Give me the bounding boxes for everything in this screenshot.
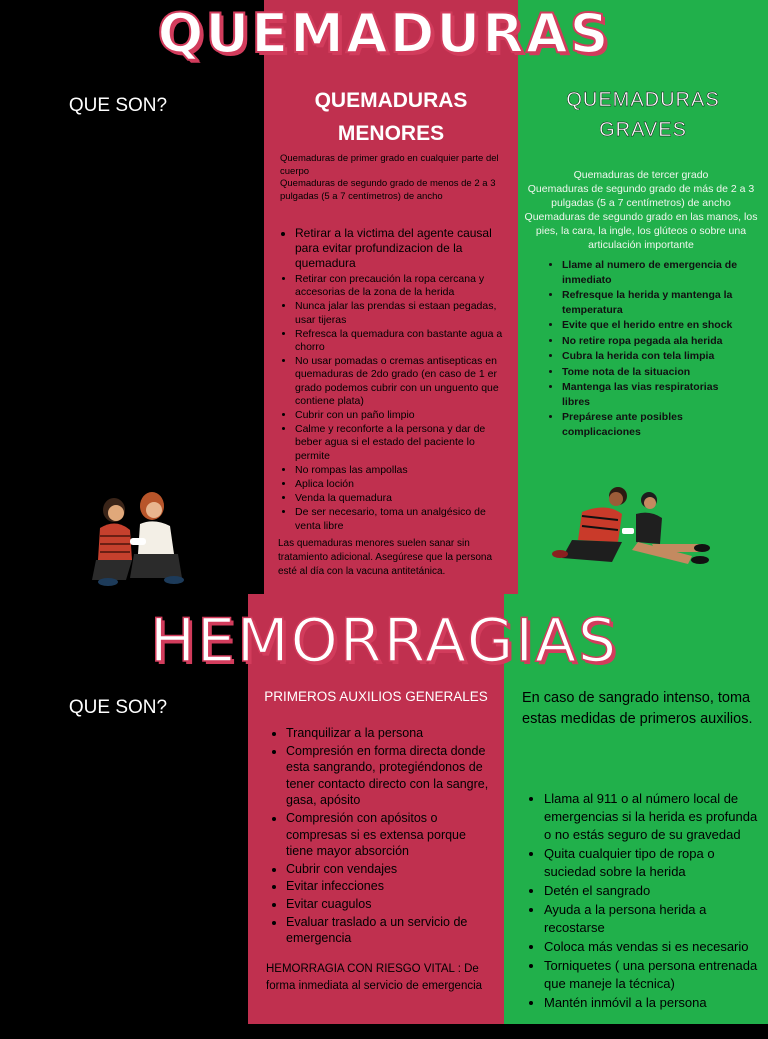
list-item: • Tome nota de la situacion bbox=[562, 365, 746, 380]
burns-que-son-heading: QUE SON? bbox=[68, 95, 168, 116]
list-item: • No retire ropa pegada ala herida bbox=[562, 334, 746, 349]
list-item: • Mantén inmóvil a la persona bbox=[544, 994, 762, 1012]
burns-definition: Las quemaduras son daños al tejido causados por calor, sustancias quimicas, electricidad, luz del sol o radiación nuclear bbox=[26, 162, 227, 224]
list-item: • Prepárese ante posibles complicaciones bbox=[562, 410, 746, 439]
arterial-label: Arterial: bbox=[20, 890, 64, 904]
severe-burns-heading bbox=[518, 85, 768, 145]
list-item: • Usted puede tener más de un tipo de quemadura al mismo tiempo. bbox=[46, 385, 248, 417]
list-item: • Aplica loción bbox=[295, 478, 510, 491]
general-first-aid-steps bbox=[268, 725, 494, 948]
list-item: • No rompas las ampollas bbox=[295, 464, 510, 477]
burns-left-text bbox=[26, 161, 248, 497]
list-item: • color roja bbox=[42, 1022, 244, 1038]
list-item: • Torniquetes ( una persona entrenada que maneje la técnica) bbox=[544, 957, 762, 993]
list-item: • No usar pomadas o cremas antisepticas en quemaduras de 2do grado (en caso de 1 er grado podemos cubrir con un unguento que contiene plata) bbox=[295, 355, 510, 408]
capilar-list bbox=[20, 1005, 244, 1038]
list-item: • color roja brillante bbox=[42, 922, 244, 938]
list-item: • Evitar cuagulos bbox=[286, 896, 494, 913]
list-item: • Poca cantidad de sangre bbox=[42, 1005, 244, 1021]
vital-risk-bleeding-note: HEMORRAGIA CON RIESGO VITAL : De forma inmediata al servicio de emergencia bbox=[266, 963, 483, 992]
list-item: • Compresión con apósitos o compresas si es extensa porque tiene mayor absorción bbox=[286, 810, 494, 860]
list-item: • Quita cualquier tipo de ropa o suciedad sobre la herida bbox=[544, 845, 762, 881]
general-first-aid-heading: PRIMEROS AUXILIOS GENERALES bbox=[264, 689, 488, 704]
intense-bleeding-intro: En caso de sangrado intenso, toma estas medidas de primeros auxilios. bbox=[522, 690, 753, 727]
bleeding-left-text bbox=[20, 745, 244, 1039]
list-item: • Retirar con precaución la ropa cercana y accesorias de la zona de la herida bbox=[295, 273, 510, 299]
list-item: • Nunca jalar las prendas si estaan pegadas, usar tijeras bbox=[295, 300, 510, 326]
burns-frequent-causes: Las quemaduras más frecuentes son aquellas causadas por liquido o vapor caliente, incendios de edificios, y liquidos y gases inflamables. bbox=[26, 242, 236, 304]
intense-bleeding-steps bbox=[526, 790, 762, 1013]
severe-burns-heading-line2: GRAVES bbox=[599, 119, 687, 141]
bleeding-definition: El sangrado o hemorragia es la pérdida de sangre. Puede ser externo o dentro del cuerpo. Usted puede sangrar al hacerse un corte o una herida. También puede ocurrir cuando sufre una lesión en un órgano interno bbox=[20, 746, 239, 856]
list-item: • Cubra la herida con tela limpia bbox=[562, 349, 746, 364]
capilar-label: Capilar: mas comunes bbox=[20, 990, 145, 1004]
burns-title: QUEMADURAS bbox=[157, 2, 611, 65]
list-item: • Llame al numero de emergencia de inmediato bbox=[562, 258, 746, 287]
list-item: • Mantenga las vias respiratorias libres bbox=[562, 380, 746, 409]
list-item: • Color roja obscura bbox=[42, 972, 244, 988]
list-item: • Tranquilizar a la persona bbox=[286, 725, 494, 742]
list-item: • Evaluar traslado a un servicio de emergencia bbox=[286, 914, 494, 947]
bleeding-types-title: Tenemos 3 tipos de Hemorragias: bbox=[20, 874, 207, 888]
list-item: • Compresión en forma directa donde esta sangrando, protegiéndonos de tener contacto directo con la sangre, gasa, apósito bbox=[286, 743, 494, 809]
list-item: • Calme y reconforte a la persona y dar de beber agua si el estado del paciente lo permite bbox=[295, 423, 510, 463]
list-item: • Refresque la herida y mantenga la temperatura bbox=[562, 288, 746, 317]
severe-burns-intro: Quemaduras de tercer grado Quemaduras de segundo grado de más de 2 a 3 pulgadas (5 a 7 centímetros) de ancho Quemaduras de segundo grado en las manos, los pies, la cara, la ingle, los glúteos o sobre una articulación importante bbox=[524, 169, 758, 251]
list-item: • Detén el sangrado bbox=[544, 882, 762, 900]
minor-burns-intro: Quemaduras de primer grado en cualquier parte del cuerpo Quemaduras de segundo grado de menos de 2 a 3 pulgadas (5 a 7 centímetros) de ancho bbox=[280, 153, 499, 202]
list-item: • Venda la quemadura bbox=[295, 492, 510, 505]
minor-burns-outro: Las quemaduras menores suelen sanar sin tratamiento adicional. Asegúrese que la persona esté al día con la vacuna antitetánica. bbox=[278, 538, 493, 577]
list-item: • Evite que el herido entre en shock bbox=[562, 318, 746, 333]
minor-burns-heading-line1: QUEMADURAS bbox=[314, 89, 468, 112]
severe-burns-heading-line1: QUEMADURAS bbox=[566, 89, 720, 111]
list-item: • Evitar infecciones bbox=[286, 878, 494, 895]
venosa-list bbox=[20, 955, 244, 988]
severe-burns-steps bbox=[546, 258, 746, 440]
first-aid-bandaging-illustration bbox=[86, 488, 196, 588]
minor-burns-heading bbox=[264, 84, 518, 150]
burns-consequences: Pueden provocar muerte celular, lo que puede requerir hospitalización y causar la muerte. bbox=[26, 322, 245, 368]
arterial-list bbox=[20, 905, 244, 938]
list-item: • Coloca más vendas si es necesario bbox=[544, 938, 762, 956]
list-item: • Cubrir con un paño limpio bbox=[295, 409, 510, 422]
list-item: • Salida intermitente de sangre bbox=[42, 905, 244, 921]
list-item: • Llama al 911 o al número local de emergencias si la herida es profunda o no estás seguro de su gravedad bbox=[544, 790, 762, 844]
list-item: • Retirar a la victima del agente causal para evitar profundizacion de la quemadura bbox=[295, 226, 510, 271]
minor-burns-heading-line2: MENORES bbox=[337, 122, 445, 145]
burns-left-list bbox=[26, 385, 248, 417]
minor-burns-steps bbox=[280, 226, 510, 534]
burns-report-intro: En el siguiente informe le enseñaremos como actuar ante una emergencia en quemaduras bbox=[26, 434, 246, 480]
list-item: • Ayuda a la persona herida a recostarse bbox=[544, 901, 762, 937]
venosa-label: Venosa: bbox=[20, 940, 66, 954]
bleeding-que-son-heading: QUE SON? bbox=[68, 697, 168, 718]
list-item: • Refresca la quemadura con bastante agua a chorro bbox=[295, 328, 510, 354]
bleeding-title: HEMORRAGIAS bbox=[149, 606, 619, 676]
list-item: • Cubrir con vendajes bbox=[286, 861, 494, 878]
list-item: • De ser necesario, toma un analgésico de venta libre bbox=[295, 506, 510, 532]
rescue-illustration bbox=[552, 484, 712, 576]
list-item: • Salida continua bbox=[42, 955, 244, 971]
